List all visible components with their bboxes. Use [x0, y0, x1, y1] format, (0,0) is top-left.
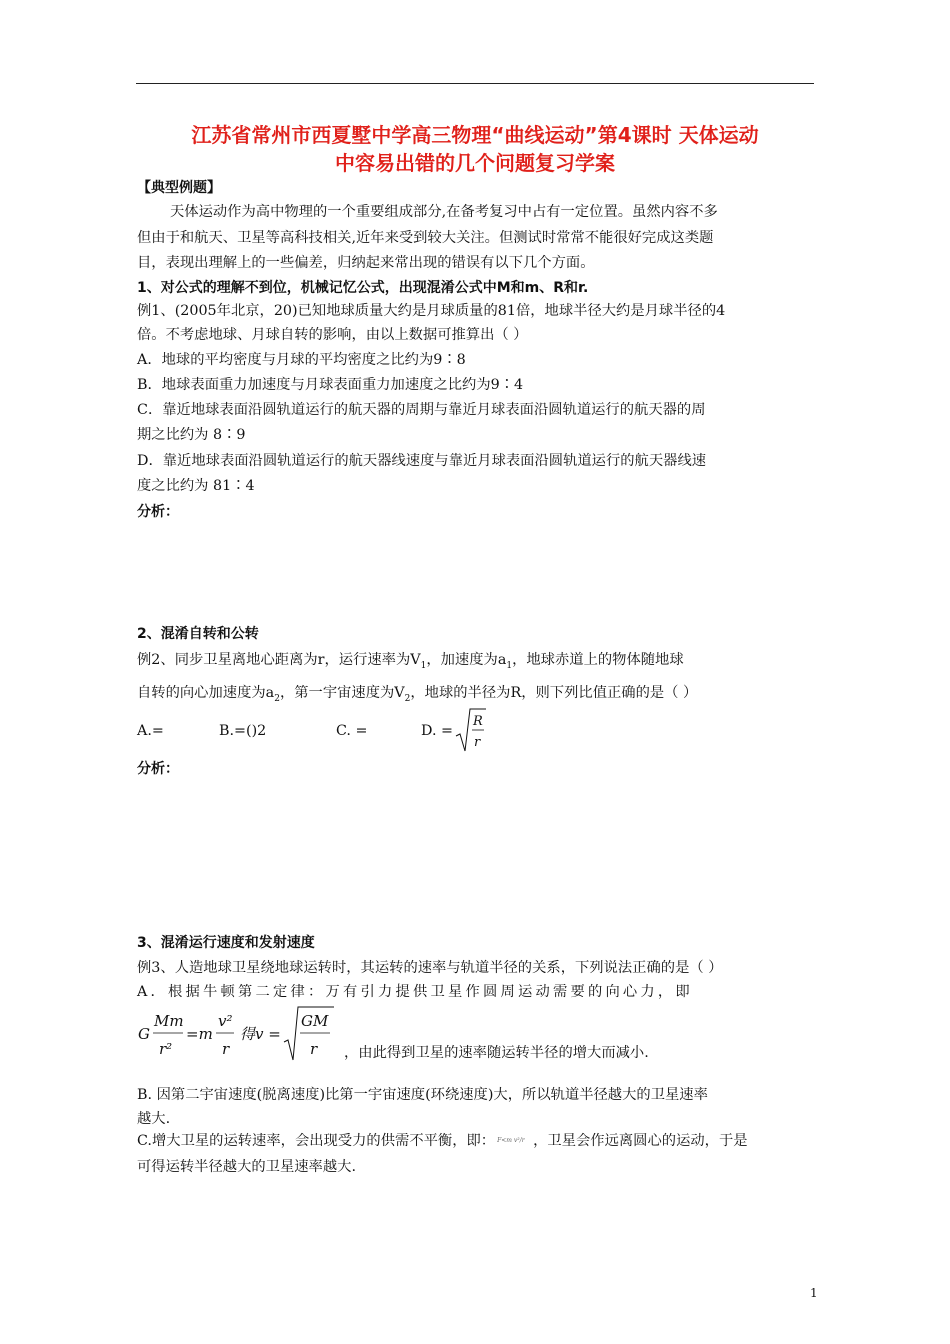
formula-mm: Mm: [154, 1012, 184, 1030]
sqrt-denominator: r: [474, 735, 481, 750]
page-number: 1: [810, 1286, 818, 1300]
formula-r: r: [222, 1040, 230, 1058]
formula-de: 得v =: [240, 1025, 281, 1043]
title-line-1: 江苏省常州市西夏墅中学高三物理“曲线运动”第4课时 天体运动: [191, 123, 759, 147]
example-3-option-c-line-1: C.增大卫星的运转速率，会出现受力的供需不平衡，即： F<m v²/r ，卫星会作远离圆心的运动，于是: [137, 1129, 817, 1153]
intro-line-3: 目，表现出理解上的一些偏差，归纳起来常出现的错误有以下几个方面。: [137, 255, 595, 271]
example-2-line-1: 例2、同步卫星离地心距离为r，运行速率为$V_1$，加速度为$a_1$，地球赤道上的物体随地球: [137, 652, 684, 671]
heading-1: 1、对公式的理解不到位，机械记忆公式，出现混淆公式中M和m、R和r.: [137, 280, 589, 296]
example-3-option-c-line-2: 可得运转半径越大的卫星速率越大.: [137, 1159, 356, 1175]
example-3-option-b-line-1: B. 因第二宇宙速度(脱离速度)比第一宇宙速度(环绕速度)大，所以轨道半径越大的卫星速率: [137, 1087, 708, 1103]
inline-tiny-formula: F<m v²/r: [497, 1137, 525, 1144]
example-2-option-d: D. =: [421, 723, 454, 739]
example-3-option-a-line-1: A．根据牛顿第二定律：万有引力提供卫星作圆周运动需要的向心力，即: [137, 984, 693, 1000]
example-1-line-1: 例1、(2005年北京，20)已知地球质量大约是月球质量的81倍，地球半径大约是月球半径的4: [137, 303, 726, 319]
intro-line-1: 天体运动作为高中物理的一个重要组成部分,在备考复习中占有一定位置。虽然内容不多: [170, 204, 718, 220]
title-line-2: 中容易出错的几个问题复习学案: [335, 151, 615, 175]
heading-3: 3、混淆运行速度和发射速度: [137, 935, 315, 951]
example-1-option-b: B．地球表面重力加速度与月球表面重力加速度之比约为9∶4: [137, 377, 524, 393]
example-2-line-2: 自转的向心加速度为$a_2$，第一宇宙速度为$V_2$，地球的半径为R，则下列比值正确的是（ ）: [137, 685, 698, 704]
formula-r2: r²: [159, 1040, 173, 1058]
formula-g: G: [138, 1025, 150, 1043]
example-2-option-c: C. =: [336, 723, 368, 739]
example-1-option-d-line-1: D．靠近地球表面沿圆轨道运行的航天器线速度与靠近月球表面沿圆轨道运行的航天器线速: [137, 453, 707, 469]
header-rule: [136, 83, 814, 84]
formula-gm: GM: [301, 1012, 329, 1030]
formula-eq-m: =m: [186, 1025, 213, 1043]
orbital-velocity-formula: [136, 1004, 336, 1062]
sqrt-r-over-r-formula: [454, 706, 488, 754]
example-1-line-2: 倍。不考虑地球、月球自转的影响，由以上数据可推算出（ ）: [137, 327, 528, 343]
example-1-option-c-line-1: C．靠近地球表面沿圆轨道运行的航天器的周期与靠近月球表面沿圆轨道运行的航天器的周: [137, 402, 706, 418]
example-1-option-c-line-2: 期之比约为 8∶9: [137, 427, 246, 443]
analysis-label-2: 分析：: [137, 761, 179, 777]
example-2-option-a: A.=: [137, 723, 164, 739]
example-3-option-a-line-2: ，由此得到卫星的速率随运转半径的增大而减小.: [344, 1045, 649, 1061]
section-header: 【典型例题】: [137, 180, 221, 196]
formula-r-den: r: [310, 1040, 318, 1058]
example-2-option-b: B.=()2: [219, 723, 267, 739]
heading-2: 2、混淆自转和公转: [137, 626, 259, 642]
example-3-line-1: 例3、人造地球卫星绕地球运转时，其运转的速率与轨道半径的关系，下列说法正确的是（ ）: [137, 960, 723, 976]
formula-v2: v²: [218, 1012, 233, 1030]
example-3-option-b-line-2: 越大.: [137, 1111, 171, 1127]
intro-line-2: 但由于和航天、卫星等高科技相关,近年来受到较大关注。但测试时常常不能很好完成这类题: [137, 230, 714, 246]
example-1-option-d-line-2: 度之比约为 81∶4: [137, 478, 255, 494]
example-1-option-a: A．地球的平均密度与月球的平均密度之比约为9∶8: [137, 352, 466, 368]
analysis-label-1: 分析：: [137, 504, 179, 520]
sqrt-numerator: R: [473, 714, 483, 729]
